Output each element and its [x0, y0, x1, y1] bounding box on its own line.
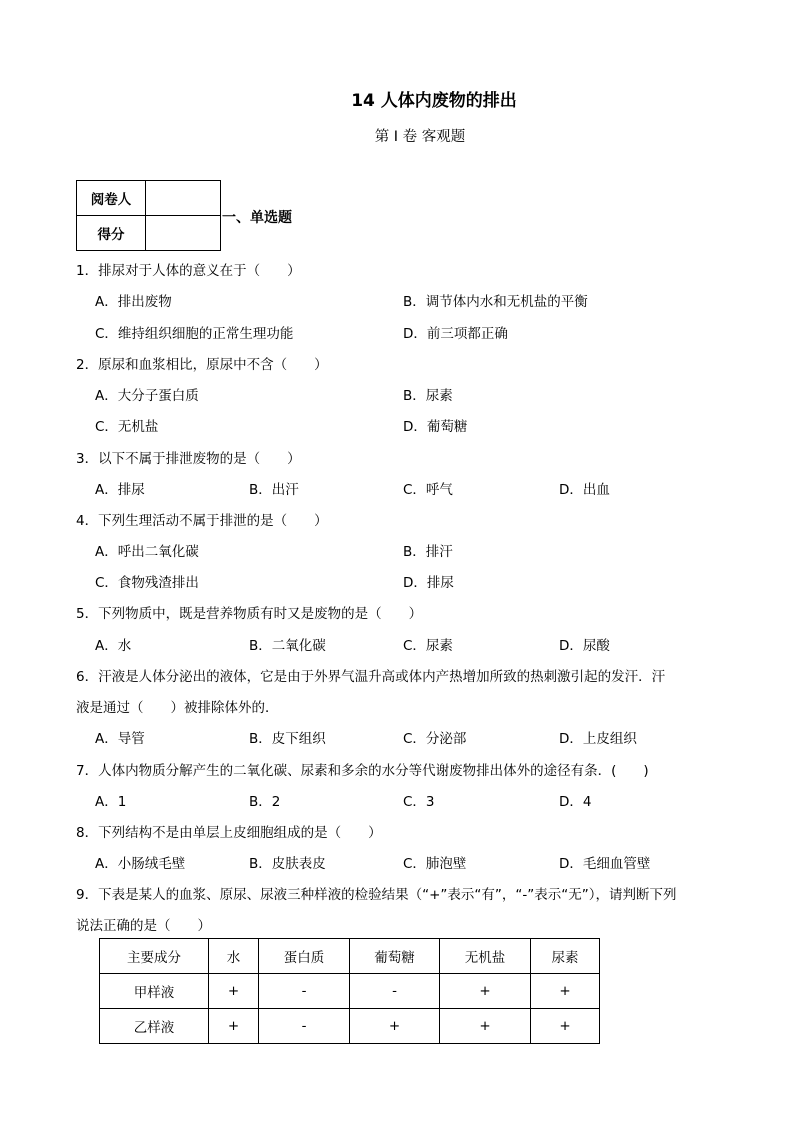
q5-option-d: D．尿酸 [559, 638, 610, 654]
question-5-stem: 5．下列物质中，既是营养物质有时又是废物的是（ ） [76, 606, 423, 622]
q8-option-b: B．皮肤表皮 [249, 856, 326, 872]
q7-option-c: C．3 [403, 794, 435, 810]
q1-option-a: A．排出废物 [95, 294, 172, 310]
table-header-cell: 葡萄糖 [350, 939, 440, 974]
table-cell: - [259, 974, 350, 1009]
score-label: 得分 [77, 216, 146, 251]
table-cell: + [350, 1009, 440, 1044]
q1-option-b: B．调节体内水和无机盐的平衡 [403, 294, 588, 310]
q3-option-a: A．排尿 [95, 482, 145, 498]
q3-option-d: D．出血 [559, 482, 610, 498]
table-row [100, 1009, 600, 1044]
table-header-row [100, 939, 600, 974]
section-title: 一、单选题 [222, 210, 292, 226]
q6-option-a: A．导管 [95, 731, 145, 747]
q3-option-b: B．出汗 [249, 482, 299, 498]
q8-option-d: D．毛细血管壁 [559, 856, 651, 872]
table-cell: - [259, 1009, 350, 1044]
table-row [100, 974, 600, 1009]
page-subtitle: 第 I 卷 客观题 [374, 129, 466, 145]
table-header-cell: 尿素 [531, 939, 600, 974]
q7-option-a: A．1 [95, 794, 127, 810]
q5-option-a: A．水 [95, 638, 132, 654]
q8-option-c: C．肺泡壁 [403, 856, 467, 872]
table-cell: + [531, 974, 600, 1009]
table-header-cell: 水 [209, 939, 259, 974]
question-7-stem: 7．人体内物质分解产生的二氧化碳、尿素和多余的水分等代谢废物排出体外的途径有条．( ) [76, 763, 649, 779]
table-cell: + [531, 1009, 600, 1044]
table-cell: 乙样液 [100, 1009, 209, 1044]
question-2-stem: 2．原尿和血浆相比，原尿中不含（ ） [76, 357, 328, 373]
table-header-cell: 主要成分 [100, 939, 209, 974]
q3-option-c: C．呼气 [403, 482, 453, 498]
table-cell: + [209, 974, 259, 1009]
q4-option-c: C．食物残渣排出 [95, 575, 199, 591]
table-cell: 甲样液 [100, 974, 209, 1009]
q6-option-b: B．皮下组织 [249, 731, 326, 747]
q8-option-a: A．小肠绒毛壁 [95, 856, 186, 872]
q2-option-c: C．无机盐 [95, 419, 159, 435]
test-results-table [99, 938, 600, 1044]
q4-option-b: B．排汗 [403, 544, 453, 560]
q2-option-b: B．尿素 [403, 388, 453, 404]
table-header-cell: 蛋白质 [259, 939, 350, 974]
score-table [76, 180, 221, 251]
question-6-stem-line2: 液是通过（ ）被排除体外的． [76, 700, 279, 716]
table-cell: + [440, 1009, 531, 1044]
q6-option-c: C．分泌部 [403, 731, 467, 747]
q7-option-d: D．4 [559, 794, 592, 810]
table-cell: + [209, 1009, 259, 1044]
table-header-cell: 无机盐 [440, 939, 531, 974]
q5-option-c: C．尿素 [403, 638, 453, 654]
page-title: 14 人体内废物的排出 [351, 91, 517, 111]
q6-option-d: D．上皮组织 [559, 731, 637, 747]
reviewer-blank [146, 181, 221, 216]
question-4-stem: 4．下列生理活动不属于排泄的是（ ） [76, 513, 328, 529]
table-cell: + [440, 974, 531, 1009]
question-9-stem-line2: 说法正确的是（ ） [76, 918, 211, 934]
q7-option-b: B．2 [249, 794, 281, 810]
question-1-stem: 1．排尿对于人体的意义在于（ ） [76, 263, 301, 279]
question-6-stem-line1: 6．汗液是人体分泌出的液体，它是由于外界气温升高或体内产热增加所致的热刺激引起的发汗．汗 [76, 669, 666, 685]
q2-option-d: D．葡萄糖 [403, 419, 468, 435]
question-3-stem: 3．以下不属于排泄废物的是（ ） [76, 451, 301, 467]
q4-option-a: A．呼出二氧化碳 [95, 544, 199, 560]
table-cell: - [350, 974, 440, 1009]
q1-option-d: D．前三项都正确 [403, 326, 508, 342]
reviewer-label: 阅卷人 [77, 181, 146, 216]
score-blank [146, 216, 221, 251]
q1-option-c: C．维持组织细胞的正常生理功能 [95, 326, 294, 342]
q5-option-b: B．二氧化碳 [249, 638, 326, 654]
q4-option-d: D．排尿 [403, 575, 454, 591]
question-8-stem: 8．下列结构不是由单层上皮细胞组成的是（ ） [76, 825, 382, 841]
q2-option-a: A．大分子蛋白质 [95, 388, 199, 404]
question-9-stem-line1: 9．下表是某人的血浆、原尿、尿液三种样液的检验结果（“+”表示“有”，“-”表示“无”），请判断下列 [76, 887, 677, 903]
